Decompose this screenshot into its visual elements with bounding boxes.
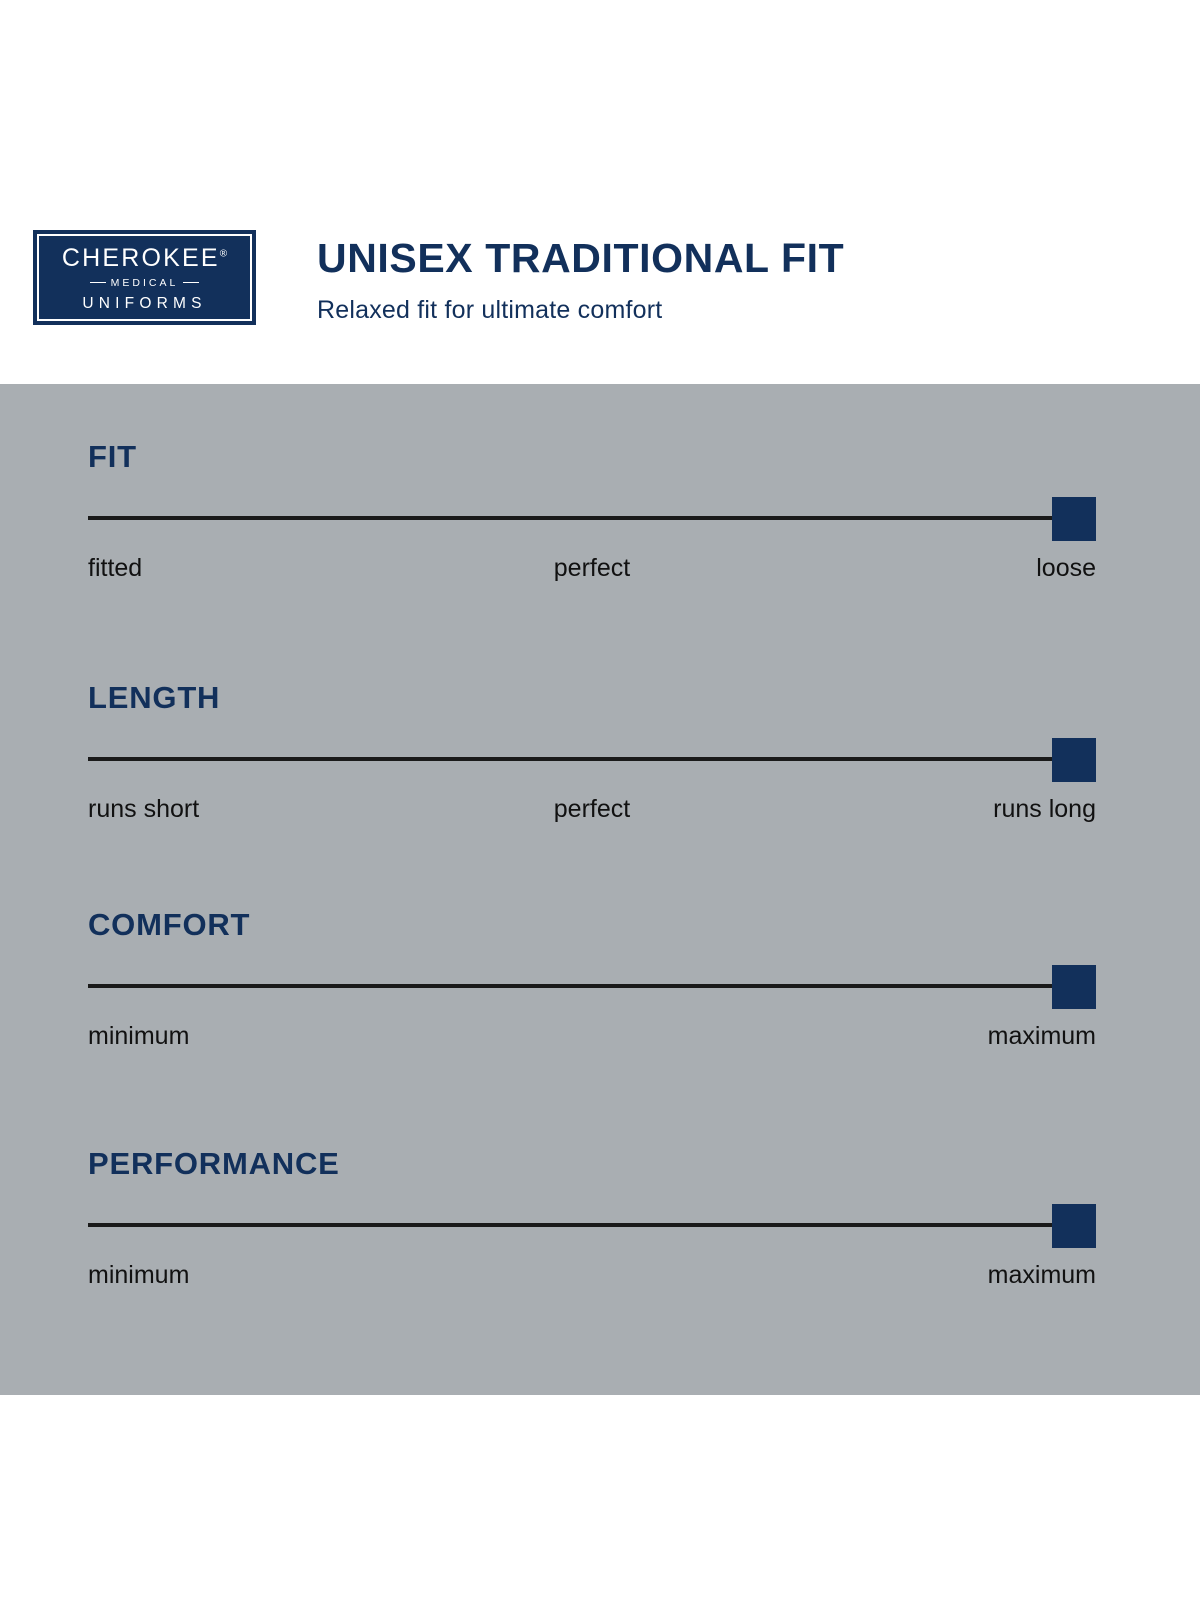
scale-comfort-label: COMFORT bbox=[88, 907, 251, 942]
scale-fit-track-wrap bbox=[88, 497, 1096, 541]
logo-rule-left bbox=[90, 282, 106, 283]
header bbox=[0, 0, 1200, 390]
scale-performance-track bbox=[88, 1223, 1096, 1227]
logo-rule-right bbox=[183, 282, 199, 283]
logo-brand-name bbox=[61, 243, 228, 272]
scale-comfort-track-wrap bbox=[88, 965, 1096, 1009]
scale-performance-marker[interactable] bbox=[1052, 1204, 1096, 1248]
scale-comfort-marker[interactable] bbox=[1052, 965, 1096, 1009]
scale-fit-label: FIT bbox=[88, 439, 137, 474]
registered-trademark-icon: ® bbox=[219, 248, 228, 260]
scale-fit-tick-right: loose bbox=[1036, 554, 1096, 582]
scale-length-label: LENGTH bbox=[88, 680, 221, 715]
cherokee-logo bbox=[33, 230, 256, 325]
scale-comfort bbox=[88, 909, 1096, 1055]
scale-length-marker[interactable] bbox=[1052, 738, 1096, 782]
scale-fit-tick-left: fitted bbox=[88, 554, 143, 582]
scale-performance-label: PERFORMANCE bbox=[88, 1146, 340, 1181]
scale-fit-tick-center: perfect bbox=[553, 554, 631, 582]
logo-brand-text: CHEROKEE bbox=[61, 243, 220, 272]
scale-length-tick-center: perfect bbox=[553, 795, 631, 823]
footer-whitespace bbox=[0, 1395, 1200, 1600]
scale-comfort-tick-right: maximum bbox=[987, 1022, 1096, 1050]
scale-comfort-tick-left: minimum bbox=[88, 1022, 190, 1050]
scale-fit-ticks bbox=[88, 553, 1096, 587]
scale-length-track bbox=[88, 757, 1096, 761]
scales-panel bbox=[0, 384, 1200, 1395]
scale-performance-tick-right: maximum bbox=[987, 1261, 1096, 1289]
logo-medical-line bbox=[85, 278, 205, 289]
scale-length-ticks bbox=[88, 794, 1096, 828]
scale-performance-track-wrap bbox=[88, 1204, 1096, 1248]
logo-medical-text: MEDICAL bbox=[110, 276, 179, 289]
scale-comfort-ticks bbox=[88, 1021, 1096, 1055]
scale-comfort-track bbox=[88, 984, 1096, 988]
scale-performance-tick-left: minimum bbox=[88, 1261, 190, 1289]
page-subtitle: Relaxed fit for ultimate comfort bbox=[317, 296, 663, 324]
scale-length bbox=[88, 682, 1096, 828]
scale-fit-track bbox=[88, 516, 1096, 520]
page-title: UNISEX TRADITIONAL FIT bbox=[317, 235, 845, 281]
scale-performance bbox=[88, 1148, 1096, 1294]
scale-length-tick-left: runs short bbox=[88, 795, 200, 823]
scale-performance-ticks bbox=[88, 1260, 1096, 1294]
scale-fit bbox=[88, 441, 1096, 587]
scale-length-tick-right: runs long bbox=[993, 795, 1096, 823]
scale-fit-marker[interactable] bbox=[1052, 497, 1096, 541]
logo-inner-border bbox=[37, 234, 252, 321]
scale-length-track-wrap bbox=[88, 738, 1096, 782]
logo-uniforms-text: UNIFORMS bbox=[82, 295, 207, 312]
